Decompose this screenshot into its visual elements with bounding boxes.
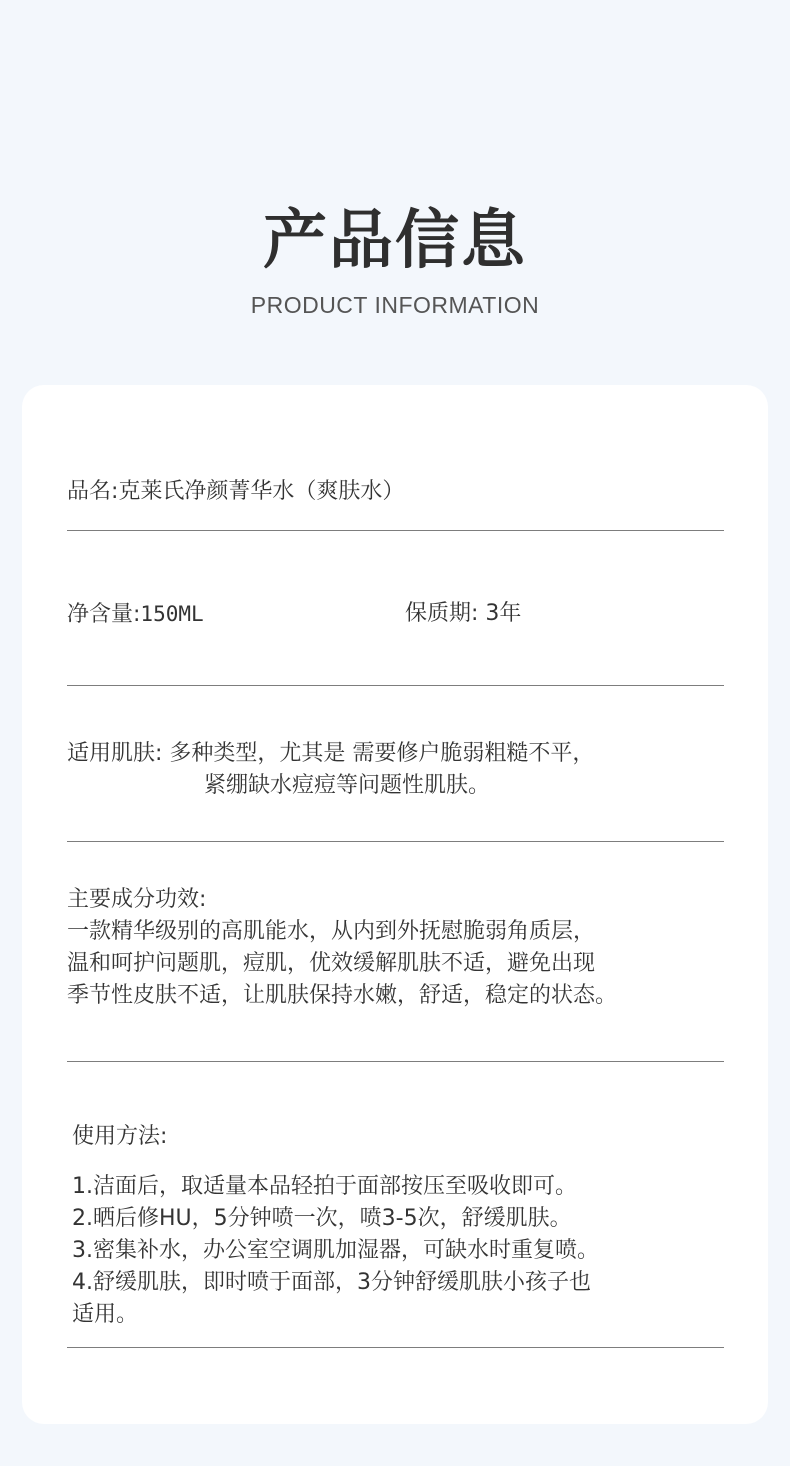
usage-step-1: 1.洁面后，取适量本品轻拍于面部按压至吸收即可。 <box>72 1174 577 1199</box>
page-subtitle: PRODUCT INFORMATION <box>250 292 540 318</box>
divider <box>67 1347 724 1348</box>
product-info-card <box>22 385 768 1424</box>
ingredients-block <box>67 884 724 1012</box>
volume-value: 150ML <box>140 602 204 626</box>
product-name: 品名:克莱氏净颜菁华水（爽肤水） <box>67 479 405 504</box>
usage-step-4-continued: 适用。 <box>72 1302 139 1327</box>
page-header <box>0 196 790 319</box>
skin-type-block <box>67 738 724 802</box>
ingredients-line-3: 季节性皮肤不适，让肌肤保持水嫩，舒适，稳定的状态。 <box>67 983 618 1008</box>
skin-type-line-2: 紧绷缺水痘痘等问题性肌肤。 <box>204 773 491 798</box>
divider <box>67 530 724 531</box>
ingredients-title: 主要成分功效: <box>67 887 207 912</box>
usage-step-3: 3.密集补水，办公室空调肌加湿器，可缺水时重复喷。 <box>72 1238 599 1263</box>
usage-step-4: 4.舒缓肌肤，即时喷于面部，3分钟舒缓肌肤小孩子也 <box>72 1270 591 1295</box>
divider <box>67 1061 724 1062</box>
usage-title: 使用方法: <box>72 1124 168 1149</box>
ingredients-line-2: 温和呵护问题肌，痘肌，优效缓解肌肤不适，避免出现 <box>67 951 596 976</box>
divider <box>67 685 724 686</box>
volume-label: 净含量: <box>67 602 141 627</box>
shelf-life: 保质期: 3年 <box>405 601 522 626</box>
page-title: 产品信息 <box>263 204 527 278</box>
divider <box>67 841 724 842</box>
skin-type-line-1: 适用肌肤: 多种类型，尤其是 需要修户脆弱粗糙不平， <box>67 741 595 766</box>
usage-step-2: 2.晒后修HU，5分钟喷一次，喷3-5次，舒缓肌肤。 <box>72 1206 572 1231</box>
usage-steps <box>72 1171 729 1331</box>
ingredients-line-1: 一款精华级别的高肌能水，从内到外抚慰脆弱角质层， <box>67 919 596 944</box>
